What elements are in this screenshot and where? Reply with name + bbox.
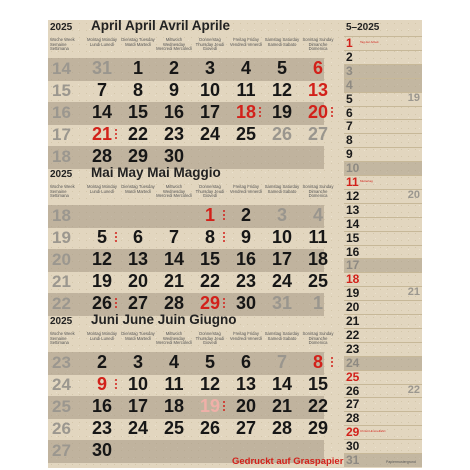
week-row bbox=[48, 249, 329, 272]
month-block bbox=[48, 312, 334, 461]
week-row bbox=[48, 58, 324, 81]
day-number: 12 bbox=[199, 374, 221, 394]
day-number: 17 bbox=[127, 396, 149, 416]
side-day-row bbox=[344, 425, 422, 439]
day-number: 21 bbox=[163, 271, 185, 291]
day-number: 29 bbox=[307, 418, 329, 438]
side-month-title: 5–2025 bbox=[346, 22, 380, 33]
day-number: 21 bbox=[271, 396, 293, 416]
day-number: 31 bbox=[91, 58, 113, 78]
footer-print-note: Gedruckt auf Graspapier bbox=[232, 456, 344, 467]
week-number: 18 bbox=[52, 206, 71, 225]
weekday-label: Sonntag Sunday Dimanche Domenica bbox=[302, 184, 334, 199]
day-number: 16 bbox=[235, 249, 257, 269]
side-day-row bbox=[344, 231, 422, 245]
day-number: 3 bbox=[204, 58, 215, 78]
day-number: 22 bbox=[199, 271, 221, 291]
week-number: 23 bbox=[52, 353, 71, 372]
day-number: 17 bbox=[199, 102, 221, 122]
day-number: 5 bbox=[204, 352, 215, 372]
side-day-row bbox=[344, 328, 422, 342]
side-day-number: 28 bbox=[346, 411, 360, 426]
day-number: 27 bbox=[127, 293, 149, 313]
day-number: 5 bbox=[276, 58, 287, 78]
weekday-label: Sonntag Sunday Dimanche Domenica bbox=[302, 37, 334, 52]
day-number: 25 bbox=[235, 124, 257, 144]
side-day-row bbox=[344, 245, 422, 259]
side-week-number: 21 bbox=[407, 286, 420, 299]
week-row bbox=[48, 418, 329, 441]
holiday-marker bbox=[115, 298, 119, 310]
day-number: 3 bbox=[276, 205, 287, 225]
day-number: 22 bbox=[307, 396, 329, 416]
week-label: Woche Week Semaine Settimana bbox=[50, 37, 75, 52]
calendar-sheet bbox=[48, 20, 422, 468]
side-day-column bbox=[344, 20, 422, 468]
side-day-number: 22 bbox=[346, 327, 360, 342]
day-number: 30 bbox=[235, 293, 257, 313]
holiday-marker bbox=[223, 232, 227, 244]
day-number: 19 bbox=[91, 271, 113, 291]
week-row bbox=[48, 205, 324, 228]
side-day-row bbox=[344, 356, 422, 370]
week-number: 25 bbox=[52, 397, 71, 416]
side-day-number: 19 bbox=[346, 286, 360, 301]
side-day-row bbox=[344, 64, 422, 78]
day-number: 13 bbox=[307, 80, 329, 100]
weekday-label: Freitag Friday Vendredi Venerdì bbox=[229, 331, 263, 341]
day-number: 8 bbox=[312, 352, 323, 372]
side-day-number: 27 bbox=[346, 397, 360, 412]
day-number: 12 bbox=[91, 249, 113, 269]
day-number: 26 bbox=[271, 124, 293, 144]
day-number: 27 bbox=[235, 418, 257, 438]
day-number: 26 bbox=[199, 418, 221, 438]
day-number: 4 bbox=[240, 58, 251, 78]
side-day-note: Christi Himmelfahrt bbox=[360, 429, 386, 434]
side-day-number: 16 bbox=[346, 244, 360, 259]
side-day-number: 31 bbox=[346, 453, 360, 467]
side-day-number: 25 bbox=[346, 369, 360, 384]
week-row bbox=[48, 396, 329, 419]
week-number: 16 bbox=[52, 103, 71, 122]
weekday-label: Montag Monday Lundi Lunedì bbox=[86, 37, 118, 47]
holiday-marker bbox=[259, 107, 263, 119]
day-number: 14 bbox=[163, 249, 185, 269]
side-day-row bbox=[344, 314, 422, 328]
month-name: Mai May Mai Maggio bbox=[91, 165, 221, 180]
weekday-label: Donnerstag Thursday Jeudi Giovedì bbox=[195, 37, 225, 52]
side-week-number: 22 bbox=[407, 383, 420, 396]
side-day-number: 15 bbox=[346, 230, 360, 245]
side-day-number: 26 bbox=[346, 383, 360, 398]
day-number: 19 bbox=[199, 396, 221, 416]
month-name: April April Avril Aprile bbox=[91, 18, 231, 33]
week-row bbox=[48, 227, 328, 250]
weekday-label: Dienstag Tuesday Mardi Martedì bbox=[121, 184, 155, 194]
side-day-row bbox=[344, 217, 422, 231]
day-number: 10 bbox=[271, 227, 293, 247]
day-number: 30 bbox=[163, 146, 185, 166]
day-number: 18 bbox=[163, 396, 185, 416]
day-number: 24 bbox=[127, 418, 149, 438]
side-day-row bbox=[344, 300, 422, 314]
day-number: 20 bbox=[307, 102, 329, 122]
side-day-number: 1 bbox=[346, 36, 353, 50]
day-number: 7 bbox=[96, 80, 107, 100]
side-day-row bbox=[344, 411, 422, 425]
holiday-marker bbox=[115, 232, 119, 244]
day-number: 27 bbox=[307, 124, 329, 144]
side-day-row bbox=[344, 189, 422, 203]
side-day-number: 3 bbox=[346, 63, 353, 78]
day-number: 11 bbox=[164, 374, 184, 394]
side-day-number: 17 bbox=[346, 258, 360, 273]
day-number: 6 bbox=[132, 227, 143, 247]
month-block bbox=[48, 165, 334, 314]
day-number: 13 bbox=[127, 249, 149, 269]
day-number: 8 bbox=[204, 227, 215, 247]
day-number: 22 bbox=[127, 124, 149, 144]
day-number: 5 bbox=[96, 227, 107, 247]
weekday-label: Sonntag Sunday Dimanche Domenica bbox=[302, 331, 334, 346]
weekday-label: Samstag Saturday Samedi Sabato bbox=[264, 184, 300, 194]
weekday-header bbox=[48, 331, 334, 352]
day-number: 21 bbox=[91, 124, 113, 144]
side-day-row bbox=[344, 133, 422, 147]
weekday-label: Mittwoch Wednesday Mercredi Mercoledì bbox=[156, 37, 192, 52]
day-number: 19 bbox=[271, 102, 293, 122]
side-day-number: 6 bbox=[346, 105, 353, 120]
holiday-marker bbox=[223, 298, 227, 310]
week-number: 22 bbox=[52, 294, 71, 313]
holiday-marker bbox=[115, 129, 119, 141]
week-label: Woche Week Semaine Settimana bbox=[50, 331, 75, 346]
weekday-label: Freitag Friday Vendredi Venerdì bbox=[229, 37, 263, 47]
month-block bbox=[48, 18, 334, 167]
day-number: 31 bbox=[271, 293, 293, 313]
day-number: 2 bbox=[168, 58, 179, 78]
side-day-number: 8 bbox=[346, 133, 353, 148]
side-week-number: 20 bbox=[407, 188, 420, 201]
day-number: 23 bbox=[163, 124, 185, 144]
side-day-number: 11 bbox=[346, 175, 359, 189]
day-number: 25 bbox=[307, 271, 329, 291]
side-day-number: 9 bbox=[346, 147, 353, 162]
day-number: 17 bbox=[271, 249, 293, 269]
side-day-row bbox=[344, 50, 422, 64]
month-name: Juni June Juin Giugno bbox=[91, 312, 237, 327]
side-day-row bbox=[344, 78, 422, 92]
holiday-marker bbox=[223, 210, 227, 222]
side-week-number: 19 bbox=[407, 91, 420, 104]
weekday-label: Mittwoch Wednesday Mercredi Mercoledì bbox=[156, 331, 192, 346]
weekday-label: Freitag Friday Vendredi Venerdì bbox=[229, 184, 263, 194]
day-number: 6 bbox=[312, 58, 323, 78]
day-number: 30 bbox=[91, 440, 113, 460]
side-day-number: 2 bbox=[346, 49, 353, 64]
week-number: 19 bbox=[52, 228, 71, 247]
day-number: 6 bbox=[240, 352, 251, 372]
week-number: 14 bbox=[52, 59, 71, 78]
side-day-number: 18 bbox=[346, 272, 360, 287]
week-number: 26 bbox=[52, 419, 71, 438]
weekday-label: Dienstag Tuesday Mardi Martedì bbox=[121, 37, 155, 47]
day-number: 3 bbox=[132, 352, 143, 372]
day-number: 28 bbox=[163, 293, 185, 313]
day-number: 14 bbox=[271, 374, 293, 394]
side-day-number: 30 bbox=[346, 439, 360, 454]
day-number: 20 bbox=[235, 396, 257, 416]
day-number: 24 bbox=[199, 124, 221, 144]
day-number: 11 bbox=[236, 80, 256, 100]
side-day-number: 14 bbox=[346, 216, 360, 231]
week-number: 15 bbox=[52, 81, 71, 100]
holiday-marker bbox=[331, 107, 335, 119]
side-day-row bbox=[344, 106, 422, 120]
side-day-row bbox=[344, 147, 422, 161]
day-number: 12 bbox=[271, 80, 293, 100]
week-number: 17 bbox=[52, 125, 71, 144]
day-number: 16 bbox=[163, 102, 185, 122]
week-row bbox=[48, 374, 329, 397]
day-number: 15 bbox=[307, 374, 329, 394]
weekday-label: Dienstag Tuesday Mardi Martedì bbox=[121, 331, 155, 341]
side-day-number: 23 bbox=[346, 341, 360, 356]
side-day-row bbox=[344, 342, 422, 356]
day-number: 1 bbox=[132, 58, 143, 78]
side-day-number: 13 bbox=[346, 202, 360, 217]
side-day-row bbox=[344, 119, 422, 133]
day-number: 15 bbox=[199, 249, 221, 269]
weekday-label: Samstag Saturday Samedi Sabato bbox=[264, 331, 300, 341]
side-day-row bbox=[344, 439, 422, 453]
day-number: 10 bbox=[199, 80, 221, 100]
day-number: 9 bbox=[96, 374, 107, 394]
side-day-number: 5 bbox=[346, 91, 353, 106]
side-day-row bbox=[344, 384, 422, 398]
weekday-label: Montag Monday Lundi Lunedì bbox=[86, 331, 118, 341]
day-number: 2 bbox=[240, 205, 251, 225]
month-year: 2025 bbox=[50, 169, 73, 180]
side-day-number: 20 bbox=[346, 300, 360, 315]
side-day-number: 7 bbox=[346, 119, 353, 134]
day-number: 28 bbox=[271, 418, 293, 438]
month-year: 2025 bbox=[50, 316, 73, 327]
week-number: 24 bbox=[52, 375, 71, 394]
side-day-number: 12 bbox=[346, 188, 360, 203]
holiday-marker bbox=[115, 379, 119, 391]
weekday-label: Donnerstag Thursday Jeudi Giovedì bbox=[195, 184, 225, 199]
day-number: 15 bbox=[127, 102, 149, 122]
day-number: 11 bbox=[308, 227, 328, 247]
weekday-label: Donnerstag Thursday Jeudi Giovedì bbox=[195, 331, 225, 346]
weekday-header bbox=[48, 37, 334, 58]
side-day-row bbox=[344, 258, 422, 272]
day-number: 20 bbox=[127, 271, 149, 291]
day-number: 29 bbox=[199, 293, 221, 313]
side-day-row bbox=[344, 397, 422, 411]
side-day-number: 4 bbox=[346, 77, 353, 92]
footer-small-note: Papiermustergrund bbox=[386, 460, 416, 464]
side-day-row bbox=[344, 161, 422, 175]
week-number: 27 bbox=[52, 441, 71, 460]
week-row bbox=[48, 352, 324, 375]
day-number: 18 bbox=[307, 249, 329, 269]
week-row bbox=[48, 80, 329, 103]
day-number: 18 bbox=[235, 102, 257, 122]
week-label: Woche Week Semaine Settimana bbox=[50, 184, 75, 199]
day-number: 24 bbox=[271, 271, 293, 291]
side-day-number: 10 bbox=[346, 161, 360, 176]
week-row bbox=[48, 102, 329, 125]
side-day-row bbox=[344, 272, 422, 286]
day-number: 14 bbox=[91, 102, 113, 122]
side-day-row bbox=[344, 92, 422, 106]
side-day-row bbox=[344, 286, 422, 300]
day-number: 8 bbox=[132, 80, 143, 100]
day-number: 28 bbox=[91, 146, 113, 166]
side-day-note: Muttertag bbox=[360, 179, 373, 183]
side-day-row bbox=[344, 36, 422, 50]
week-number: 18 bbox=[52, 147, 71, 166]
side-day-row bbox=[344, 370, 422, 384]
side-day-row bbox=[344, 175, 422, 189]
week-row bbox=[48, 271, 329, 294]
side-day-note: Tag der Arbeit bbox=[360, 40, 379, 44]
weekday-label: Montag Monday Lundi Lunedì bbox=[86, 184, 118, 194]
day-number: 2 bbox=[96, 352, 107, 372]
weekday-header bbox=[48, 184, 334, 205]
side-day-number: 29 bbox=[346, 425, 360, 440]
day-number: 13 bbox=[235, 374, 257, 394]
week-row bbox=[48, 124, 329, 147]
day-number: 23 bbox=[235, 271, 257, 291]
day-number: 29 bbox=[127, 146, 149, 166]
weekday-label: Mittwoch Wednesday Mercredi Mercoledì bbox=[156, 184, 192, 199]
week-number: 21 bbox=[52, 272, 71, 291]
holiday-marker bbox=[223, 401, 227, 413]
day-number: 1 bbox=[204, 205, 215, 225]
holiday-marker bbox=[331, 357, 335, 369]
day-number: 25 bbox=[163, 418, 185, 438]
month-year: 2025 bbox=[50, 22, 73, 33]
day-number: 7 bbox=[168, 227, 179, 247]
day-number: 10 bbox=[127, 374, 149, 394]
weekday-label: Samstag Saturday Samedi Sabato bbox=[264, 37, 300, 47]
side-day-row bbox=[344, 203, 422, 217]
day-number: 23 bbox=[91, 418, 113, 438]
day-number: 9 bbox=[168, 80, 179, 100]
week-number: 20 bbox=[52, 250, 71, 269]
day-number: 4 bbox=[312, 205, 323, 225]
side-day-number: 21 bbox=[346, 314, 360, 328]
day-number: 4 bbox=[168, 352, 179, 372]
day-number: 16 bbox=[91, 396, 113, 416]
day-number: 7 bbox=[276, 352, 287, 372]
day-number: 9 bbox=[240, 227, 251, 247]
side-day-number: 24 bbox=[346, 355, 360, 370]
day-number: 26 bbox=[91, 293, 113, 313]
day-number: 1 bbox=[312, 293, 323, 313]
